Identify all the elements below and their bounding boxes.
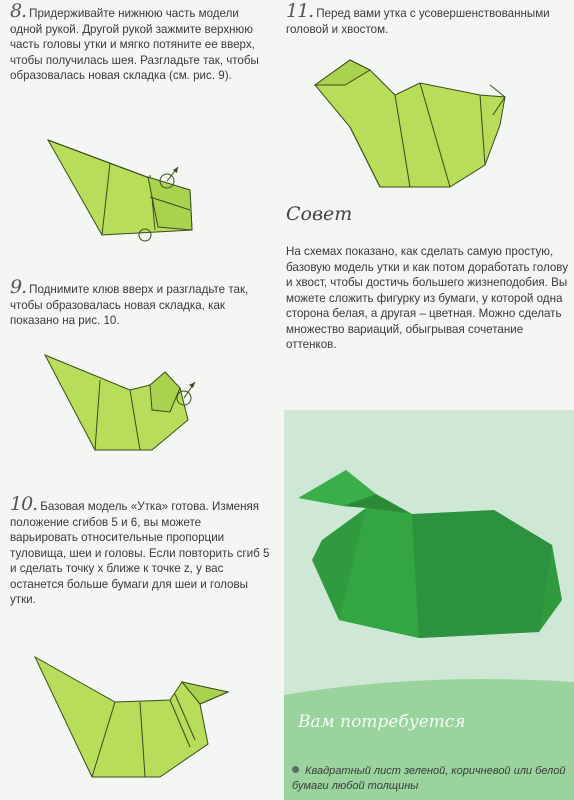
step-11-number: 11. <box>286 0 314 22</box>
needs-item-text: Квадратный лист зеленой, коричневой или белой бумаги любой толщины <box>292 765 566 792</box>
step-10 <box>10 493 272 608</box>
figure-9-duck <box>40 350 210 460</box>
step-9-text: Поднимите клюв вверх и разгладьте так, чтобы образовалась новая складка, как показано на рис. 10. <box>10 283 249 327</box>
step-10-text: Базовая модель «Утка» готова. Изменяя положение сгибов 5 и 6, вы можете варьировать относительные пропорции туловища, шеи и головы. Если повторить сгиб 5 и сделать точку x ближе к точке z, у вас останется больше бумаги для шеи и головы утки. <box>10 500 270 606</box>
step-11 <box>286 0 566 37</box>
step-9-number: 9. <box>10 276 27 298</box>
needs-item <box>292 764 572 794</box>
figure-10-duck <box>30 652 240 782</box>
step-11-text: Перед вами утка с усовершенствованными головой и хвостом. <box>286 7 550 36</box>
step-9 <box>10 276 272 329</box>
step-10-number: 10. <box>10 493 38 515</box>
figure-8-duck <box>40 135 210 250</box>
figure-11-duck <box>310 55 520 195</box>
tip-title: Совет <box>286 203 353 225</box>
bullet-icon <box>292 766 299 773</box>
needs-title: Вам потребуется <box>298 712 466 732</box>
step-8-number: 8. <box>10 0 27 22</box>
tip-text: На схемах показано, как сделать самую простую, базовую модель утки и как потом доработать голову и хвост, чтобы достичь большего жизнеподобия. Вы можете сложить фигурку из бумаги, у которой одна сторона белая, а другая – цветная. Можно сделать множество вариаций, обыгрывая сочетание оттенков. <box>286 245 568 351</box>
step-8-text: Придерживайте нижнюю часть модели одной рукой. Другой рукой зажмите верхнюю часть головы утки и мягко потяните ее вверх, чтобы получилась шея. Разгладьте так, чтобы образовалась новая складка (см. рис. 9). <box>10 7 259 82</box>
duck-photo <box>284 410 574 800</box>
step-8 <box>10 0 270 84</box>
